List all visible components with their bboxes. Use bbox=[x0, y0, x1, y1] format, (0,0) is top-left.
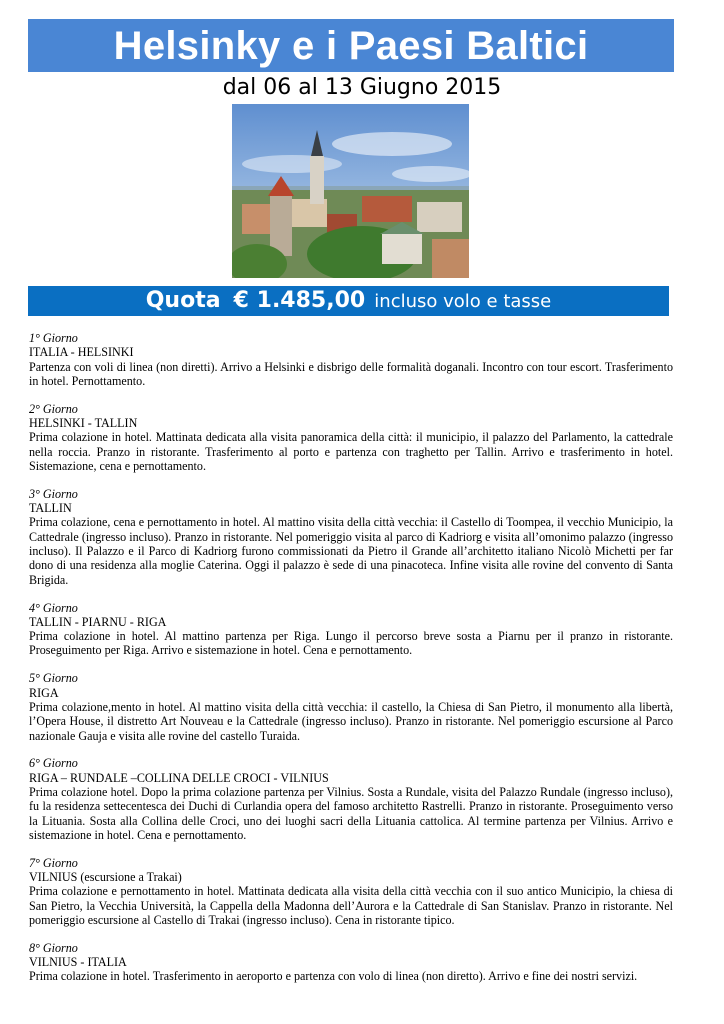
day-description: Partenza con voli di linea (non diretti). Arrivo a Helsinki e disbrigo delle formalità doganali. Incontro con tour escort. Trasferimento in hotel. Pernottamento. bbox=[29, 359, 673, 388]
itinerary-day bbox=[29, 487, 673, 587]
day-route: VILNIUS - ITALIA bbox=[29, 955, 127, 970]
itinerary-day bbox=[29, 856, 673, 927]
day-description: Prima colazione hotel. Dopo la prima colazione partenza per Vilnius. Sosta a Rundale, visita del Palazzo Rundale (ingresso incluso), fu la residenza settecentesca dei Duchi di Curlandia opera del famoso architetto Rastrelli. Pranzo in ristorante. Proseguimento verso la Lituania. Sosta alla Collina delle Croci, uno dei luoghi sacri della Lituania cattolica. Al termine partenza per Vilnius. Arrivo e sistemazione in hotel. Cena e pernottamento. bbox=[29, 784, 673, 842]
day-route: ITALIA - HELSINKI bbox=[29, 345, 134, 360]
day-description: Prima colazione,mento in hotel. Al mattino visita della città vecchia: il castello, la Chiesa di San Pietro, il monumento alla libertà, l’Opera House, il distretto Art Nouveau e la Cattedrale (ingresso incluso). Pranzo in ristorante. Nel pomeriggio escursione al Parco nazionale Gauja e visita alle rovine del castello Turaida. bbox=[29, 699, 673, 743]
day-route: TALLIN - PIARNU - RIGA bbox=[29, 614, 167, 629]
itinerary-day bbox=[29, 402, 673, 473]
itinerary-day bbox=[29, 941, 673, 984]
price-banner bbox=[28, 286, 669, 316]
page-title: Helsinky e i Paesi Baltici bbox=[28, 19, 674, 72]
day-route: HELSINKI - TALLIN bbox=[29, 416, 138, 431]
day-number: 3° Giorno bbox=[29, 486, 78, 501]
itinerary-day bbox=[29, 671, 673, 742]
day-route: TALLIN bbox=[29, 501, 72, 516]
day-number: 5° Giorno bbox=[29, 671, 78, 686]
day-route: RIGA bbox=[29, 685, 59, 700]
price-value: € 1.485,00 bbox=[233, 288, 366, 313]
price-label: Quota bbox=[145, 288, 221, 313]
price-note: incluso volo e tasse bbox=[374, 291, 552, 312]
day-description: Prima colazione, cena e pernottamento in hotel. Al mattino visita della città vecchia: il Castello di Toompea, il vecchio Municipio, la Cattedrale (ingresso incluso). Pranzo in ristorante. Nel pomeriggio visita al parco di Kadriorg e visita all’omonimo palazzo (ingresso incluso). Il Palazzo e il Parco di Kadriorg furono commissionati da Pietro il Grande all’architetto italiano Nicolò Michetti per far dono di una residenza alla moglie Caterina. Oggi il palazzo è sede di una pinacoteca. Infine visita alle rovine del convento di Santa Brigida. bbox=[29, 515, 673, 587]
tallinn-photo bbox=[232, 104, 469, 278]
day-route: RIGA – RUNDALE –COLLINA DELLE CROCI - VILNIUS bbox=[29, 770, 329, 785]
day-route: VILNIUS (escursione a Trakai) bbox=[29, 870, 182, 885]
day-number: 2° Giorno bbox=[29, 401, 78, 416]
day-number: 7° Giorno bbox=[29, 855, 78, 870]
tallinn-skyline-illustration bbox=[232, 104, 469, 278]
itinerary-day bbox=[29, 331, 673, 388]
day-number: 6° Giorno bbox=[29, 756, 78, 771]
day-number: 1° Giorno bbox=[29, 331, 78, 345]
day-description: Prima colazione e pernottamento in hotel. Mattinata dedicata alla visita della città vecchia con il suo antico Municipio, la chiesa di San Pietro, la Vecchia Università, la Cappella della Madonna dell’Aurora e la Cattedrale di San Stanislav. Pranzo in ristorante. Nel pomeriggio escursione al Castello di Trakai (ingresso incluso). Cena in ristorante tipico. bbox=[29, 884, 673, 927]
itinerary bbox=[29, 331, 673, 997]
day-description: Prima colazione in hotel. Mattinata dedicata alla visita panoramica della città: il municipio, il palazzo del Parlamento, la cattedrale nella roccia. Pranzo in ristorante. Trasferimento al porto e partenza con traghetto per Tallin. Arrivo e trasferimento in hotel. Sistemazione, cena e pernottamento. bbox=[29, 430, 673, 473]
itinerary-day bbox=[29, 601, 673, 658]
itinerary-day bbox=[29, 756, 673, 842]
day-description: Prima colazione in hotel. Al mattino partenza per Riga. Lungo il percorso breve sosta a Piarnu per il pranzo in ristorante. Proseguimento per Riga. Arrivo e sistemazione in hotel. Cena e pernottamento. bbox=[29, 629, 673, 658]
day-description: Prima colazione in hotel. Trasferimento in aeroporto e partenza con volo di linea (non diretto). Arrivo e fine dei nostri servizi. bbox=[29, 969, 638, 984]
tour-dates: dal 06 al 13 Giugno 2015 bbox=[222, 75, 502, 100]
day-number: 4° Giorno bbox=[29, 600, 78, 615]
day-number: 8° Giorno bbox=[29, 940, 78, 955]
